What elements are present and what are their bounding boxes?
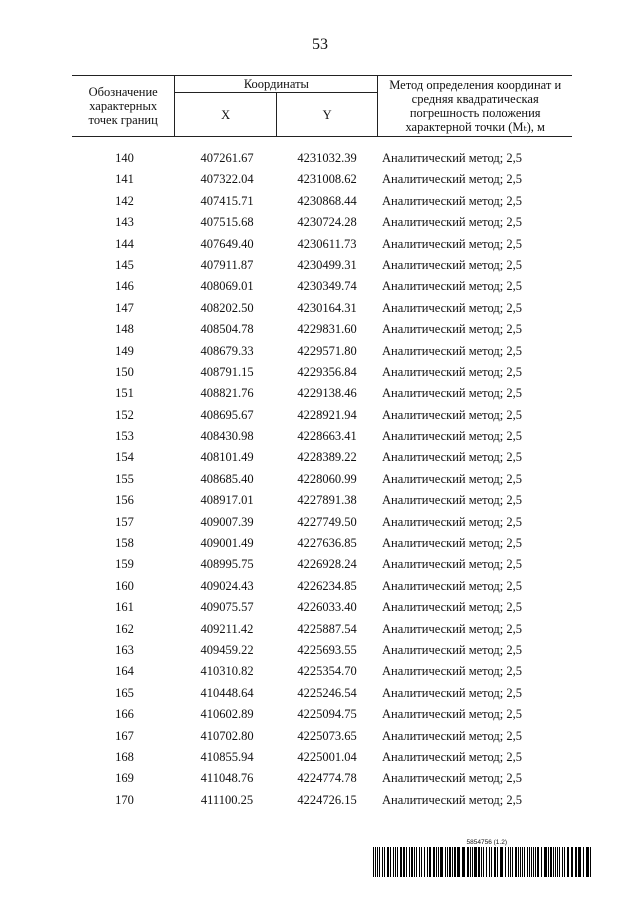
point-number: 163: [115, 642, 134, 657]
coord-x: 407515.68: [200, 215, 254, 230]
coord-y: 4230499.31: [297, 257, 357, 272]
barcode-image: [373, 847, 591, 877]
table-row: [72, 619, 572, 640]
point-number: 159: [115, 557, 134, 572]
table-row: [72, 661, 572, 682]
table-row: [72, 554, 572, 575]
point-number: 140: [115, 151, 134, 165]
method-text: Аналитический метод; 2,5: [382, 300, 522, 315]
point-number: 143: [115, 215, 134, 230]
point-number: 170: [115, 792, 134, 807]
table-row: [72, 512, 572, 533]
point-number: 147: [115, 300, 134, 315]
coord-x: 409211.42: [200, 621, 254, 636]
coord-y: 4228060.99: [297, 471, 357, 486]
coord-y: 4228921.94: [297, 407, 357, 422]
method-text: Аналитический метод; 2,5: [382, 236, 522, 251]
coord-x: 407911.87: [200, 257, 254, 272]
point-number: 145: [115, 257, 134, 272]
table-row: [72, 790, 572, 811]
method-text: Аналитический метод; 2,5: [382, 193, 522, 208]
coord-y: 4230349.74: [297, 279, 357, 294]
method-text: Аналитический метод; 2,5: [382, 707, 522, 722]
method-text: Аналитический метод; 2,5: [382, 728, 522, 743]
point-number: 164: [115, 664, 134, 679]
coord-x: 407415.71: [200, 193, 254, 208]
coord-y: 4225693.55: [297, 642, 357, 657]
method-text: Аналитический метод; 2,5: [382, 536, 522, 551]
coord-x: 410310.82: [200, 664, 254, 679]
table-row: [72, 469, 572, 490]
point-number: 144: [115, 236, 134, 251]
coord-y: 4225887.54: [297, 621, 357, 636]
table-header: [72, 75, 572, 137]
coord-x: 410702.80: [200, 728, 254, 743]
coordinates-table-body: [72, 148, 572, 811]
table-row: [72, 704, 572, 725]
point-number: 162: [115, 621, 134, 636]
table-row: [72, 169, 572, 190]
coord-y: 4231008.62: [297, 172, 357, 187]
point-number: 152: [115, 407, 134, 422]
coord-x: 409007.39: [200, 514, 254, 529]
method-text: Аналитический метод; 2,5: [382, 364, 522, 379]
table-row: [72, 726, 572, 747]
method-text: Аналитический метод; 2,5: [382, 471, 522, 486]
barcode-block: [373, 838, 591, 877]
table-row: [72, 362, 572, 383]
coord-y: 4229571.80: [297, 343, 357, 358]
method-text: Аналитический метод; 2,5: [382, 578, 522, 593]
table-row: [72, 747, 572, 768]
coord-y: 4227749.50: [297, 514, 357, 529]
point-number: 157: [115, 514, 134, 529]
table-row: [72, 276, 572, 297]
method-text: Аналитический метод; 2,5: [382, 279, 522, 294]
point-number: 148: [115, 322, 134, 337]
method-text: Аналитический метод; 2,5: [382, 493, 522, 508]
point-number: 161: [115, 600, 134, 615]
coord-x: 408504.78: [200, 322, 254, 337]
coord-y: 4226033.40: [297, 600, 357, 615]
point-number: 153: [115, 429, 134, 444]
method-text: Аналитический метод; 2,5: [382, 642, 522, 657]
coord-y: 4226928.24: [297, 557, 357, 572]
method-text: Аналитический метод; 2,5: [382, 450, 522, 465]
coord-y: 4229356.84: [297, 364, 357, 379]
table-row: [72, 212, 572, 233]
table-row: [72, 234, 572, 255]
coord-x: 408917.01: [200, 493, 254, 508]
table-row: [72, 640, 572, 661]
header-y: Y: [276, 93, 378, 137]
coord-x: 410602.89: [200, 707, 254, 722]
method-text: Аналитический метод; 2,5: [382, 215, 522, 230]
coord-y: 4225094.75: [297, 707, 357, 722]
table-row: [72, 533, 572, 554]
point-number: 166: [115, 707, 134, 722]
coord-x: 409024.43: [200, 578, 254, 593]
coord-y: 4226234.85: [297, 578, 357, 593]
coord-y: 4227636.85: [297, 536, 357, 551]
coord-y: 4231032.39: [297, 151, 357, 165]
method-text: Аналитический метод; 2,5: [382, 343, 522, 358]
coord-x: 408995.75: [200, 557, 254, 572]
coord-x: 408685.40: [200, 471, 254, 486]
point-number: 146: [115, 279, 134, 294]
coord-y: 4224774.78: [297, 771, 357, 786]
coord-x: 408430.98: [200, 429, 254, 444]
point-number: 160: [115, 578, 134, 593]
coord-x: 407261.67: [200, 151, 254, 165]
coord-x: 408202.50: [200, 300, 254, 315]
coord-y: 4230868.44: [297, 193, 357, 208]
coord-y: 4228663.41: [297, 429, 357, 444]
coord-y: 4225246.54: [297, 685, 357, 700]
header-coordinates: Координаты: [175, 76, 378, 93]
coord-y: 4228389.22: [297, 450, 357, 465]
table-row: [72, 490, 572, 511]
coord-x: 408101.49: [200, 450, 254, 465]
method-text: Аналитический метод; 2,5: [382, 749, 522, 764]
coord-y: 4225001.04: [297, 749, 357, 764]
coord-x: 408791.15: [200, 364, 254, 379]
method-text: Аналитический метод; 2,5: [382, 257, 522, 272]
coord-y: 4225354.70: [297, 664, 357, 679]
coord-x: 408069.01: [200, 279, 254, 294]
method-text: Аналитический метод; 2,5: [382, 600, 522, 615]
point-number: 151: [115, 386, 134, 401]
coord-y: 4225073.65: [297, 728, 357, 743]
table-row: [72, 405, 572, 426]
method-text: Аналитический метод; 2,5: [382, 792, 522, 807]
point-number: 167: [115, 728, 134, 743]
coord-x: 411100.25: [200, 792, 254, 807]
point-number: 155: [115, 471, 134, 486]
header-method: Метод определения координат и средняя квадратическая погрешность положения характерной точки (Mₜ), м: [378, 76, 572, 137]
table-row: [72, 768, 572, 789]
coord-x: 409001.49: [200, 536, 254, 551]
coord-x: 411048.76: [200, 771, 254, 786]
table-row: [72, 319, 572, 340]
table-row: [72, 426, 572, 447]
point-number: 154: [115, 450, 134, 465]
coord-y: 4229138.46: [297, 386, 357, 401]
table-row: [72, 383, 572, 404]
coord-y: 4230164.31: [297, 300, 357, 315]
table-row: [72, 148, 572, 169]
table-row: [72, 683, 572, 704]
coord-y: 4227891.38: [297, 493, 357, 508]
coord-x: 409459.22: [200, 642, 254, 657]
table-row: [72, 447, 572, 468]
method-text: Аналитический метод; 2,5: [382, 407, 522, 422]
point-number: 165: [115, 685, 134, 700]
method-text: Аналитический метод; 2,5: [382, 386, 522, 401]
table-row: [72, 298, 572, 319]
header-x: X: [175, 93, 277, 137]
method-text: Аналитический метод; 2,5: [382, 172, 522, 187]
coord-x: 409075.57: [200, 600, 254, 615]
method-text: Аналитический метод; 2,5: [382, 664, 522, 679]
point-number: 141: [115, 172, 134, 187]
method-text: Аналитический метод; 2,5: [382, 514, 522, 529]
method-text: Аналитический метод; 2,5: [382, 771, 522, 786]
method-text: Аналитический метод; 2,5: [382, 322, 522, 337]
coord-x: 407649.40: [200, 236, 254, 251]
coord-x: 408679.33: [200, 343, 254, 358]
coord-x: 410855.94: [200, 749, 254, 764]
point-number: 158: [115, 536, 134, 551]
table-row: [72, 255, 572, 276]
coord-y: 4230724.28: [297, 215, 357, 230]
method-text: Аналитический метод; 2,5: [382, 429, 522, 444]
point-number: 169: [115, 771, 134, 786]
method-text: Аналитический метод; 2,5: [382, 557, 522, 572]
method-text: Аналитический метод; 2,5: [382, 151, 522, 165]
barcode-label: 5854756 (1.2): [466, 839, 507, 846]
point-number: 142: [115, 193, 134, 208]
table-row: [72, 597, 572, 618]
coord-y: 4230611.73: [297, 236, 357, 251]
page-number: 53: [312, 36, 328, 53]
coord-x: 408821.76: [200, 386, 254, 401]
point-number: 156: [115, 493, 134, 508]
coord-y: 4229831.60: [297, 322, 357, 337]
coord-x: 410448.64: [200, 685, 254, 700]
table-row: [72, 341, 572, 362]
coord-x: 407322.04: [200, 172, 254, 187]
coord-y: 4224726.15: [297, 792, 357, 807]
point-number: 150: [115, 364, 134, 379]
method-text: Аналитический метод; 2,5: [382, 685, 522, 700]
table-row: [72, 191, 572, 212]
point-number: 149: [115, 343, 134, 358]
coord-x: 408695.67: [200, 407, 254, 422]
table-row: [72, 576, 572, 597]
header-point-designation: Обозначение характерных точек границ: [72, 76, 175, 137]
method-text: Аналитический метод; 2,5: [382, 621, 522, 636]
point-number: 168: [115, 749, 134, 764]
